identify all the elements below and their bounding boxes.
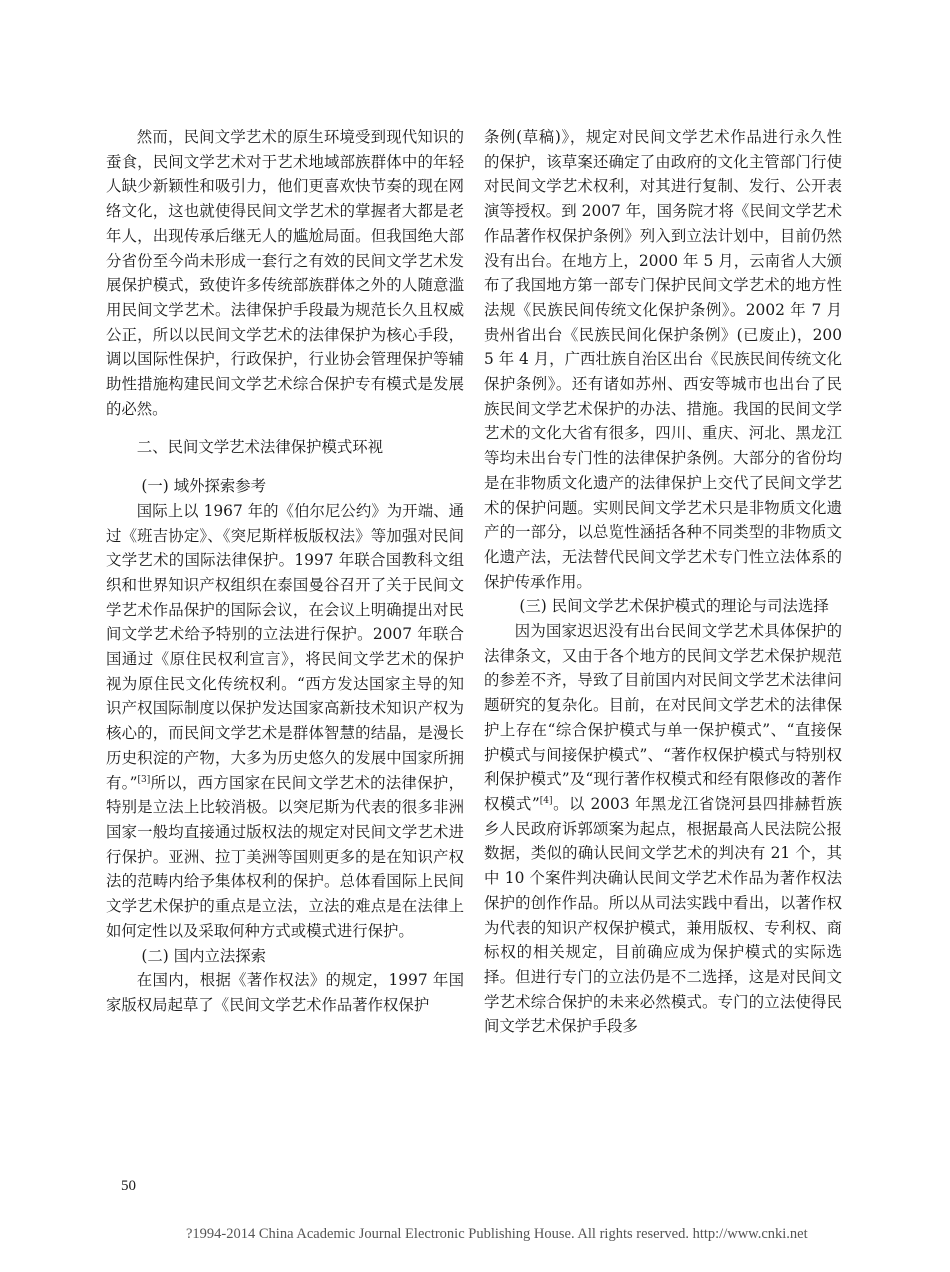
citation-ref: [3] [137,774,151,785]
section-heading: 二、民间文学艺术法律保护模式环视 [136,438,384,457]
left-column [106,125,464,1018]
right-column [484,125,842,1039]
paragraph-text: 所以，西方国家在民间文学艺术的法律保护，特别是立法上比较消极。以突尼斯为代表的很多非洲国家一般均直接通过版权法的规定对民间文学艺术进行保护。亚洲、拉丁美洲等国则更多的是在知识产权法的范畴内给予集体权利的保护。总体看国际上民间文学艺术保护的重点是立法，立法的难点是在法律上如何定性以及采取何种方式或模式进行保护。 [106,773,464,940]
subsection-heading: (二) 国内立法探索 [141,946,267,965]
page-number: 50 [121,1178,136,1194]
paragraph-text: 国际上以 1967 年的《伯尔尼公约》为开端、通过《班吉协定》、《突尼斯样板版权法》等加强对民间文学艺术的国际法律保护。1997 年联合国教科文组织和世界知识产权组织在泰国曼谷召开了关于民间文学艺术作品保护的国际会议，在会议上明确提出对民间文学艺术给予特别的立法进行保护。2007 年联合国通过《原住民权利宣言》，将民间文学艺术的保护视为原住民文化传统权利。“西方发达国家主导的知识产权国际制度以保护发达国家高新技术知识产权为核心的，而民间文学艺术是群体智慧的结晶，是漫长历史积淀的产物，大多为历史悠久的发展中国家所拥有。” [106,501,464,792]
paragraph: 然而，民间文学艺术的原生环境受到现代知识的蚕食，民间文学艺术对于艺术地域部族群体中的年轻人缺少新颖性和吸引力，他们更喜欢快节奏的现在网络文化，这也就使得民间文学艺术的掌握者大都是老年人，出现传承后继无人的尴尬局面。但我国绝大部分省份至今尚未形成一套行之有效的民间文学艺术发展保护模式，致使许多传统部族群体之外的人随意滥用民间文学艺术。法律保护手段最为规范长久且权威公正，所以以民间文学艺术的法律保护为核心手段，调以国际性保护，行政保护，行业协会管理保护等辅助性措施构建民间文学艺术综合保护专有模式是发展的必然。 [106,128,464,418]
paragraph [106,499,464,944]
copyright-footer: ?1994-2014 China Academic Journal Electronic Publishing House. All rights reserved. http://www.cnki.net [186,1226,808,1242]
paragraph-text: 。以 2003 年黑龙江省饶河县四排赫哲族乡人民政府诉郭颂案为起点，根据最高人民法院公报数据，类似的确认民间文学艺术的判决有 21 个，其中 10 个案件判决确认民间文学艺术作品为著作权法保护的创作作品。所以从司法实践中看出，以著作权为代表的知识产权保护模式，兼用版权、专利权、商标权的相关规定，目前确应成为保护模式的实际选择。但进行专门的立法仍是不二选择，这是对民间文学艺术综合保护的未来必然模式。专门的立法使得民间文学艺术保护手段多 [484,794,842,1036]
paragraph-text: 因为国家迟迟没有出台民间文学艺术具体保护的法律条文，又由于各个地方的民间文学艺术保护规范的参差不齐，导致了目前国内对民间文学艺术法律问题研究的复杂化。目前，在对民间文学艺术的法律保护上存在“综合保护模式与单一保护模式”、“直接保护模式与间接保护模式”、“著作权保护模式与特别权利保护模式”及“现行著作权模式和经有限修改的著作权模式” [484,622,842,813]
subsection-heading: (一) 域外探索参考 [141,477,267,496]
paragraph: 条例(草稿)》，规定对民间文学艺术作品进行永久性的保护，该草案还确定了由政府的文化主管部门行使对民间文学艺术权利，对其进行复制、发行、公开表演等授权。到 2007 年，国务院才将《民间文学艺术作品著作权保护条例》列入到立法计划中，目前仍然没有出台。在地方上，2000 年 5 月，云南省人大颁布了我国地方第一部专门保护民间文学艺术的地方性法规《民族民间传统文化保护条例》。2002 年 7 月贵州省出台《民族民间化保护条例》(已废止)，2005 年 4 月，广西壮族自治区出台《民族民间传统文化保护条例》。还有诸如苏州、西安等城市也出台了民族民间文学艺术保护的办法、措施。我国的民间文学艺术的文化大省有很多，四川、重庆、河北、黑龙江等均未出台专门性的法律保护条例。大部分的省份均是在非物质文化遗产的法律保护上交代了民间文学艺术的保护问题。实则民间文学艺术只是非物质文化遗产的一部分，以总览性涵括各种不同类型的非物质文化遗产法，无法替代民间文学艺术专门性立法体系的保护传承作用。 [484,128,842,591]
paragraph [484,619,842,1039]
paragraph: 在国内，根据《著作权法》的规定，1997 年国家版权局起草了《民间文学艺术作品著作权保护 [106,971,464,1014]
subsection-heading: (三) 民间文学艺术保护模式的理论与司法选择 [519,597,829,616]
citation-ref: [4] [539,795,553,806]
